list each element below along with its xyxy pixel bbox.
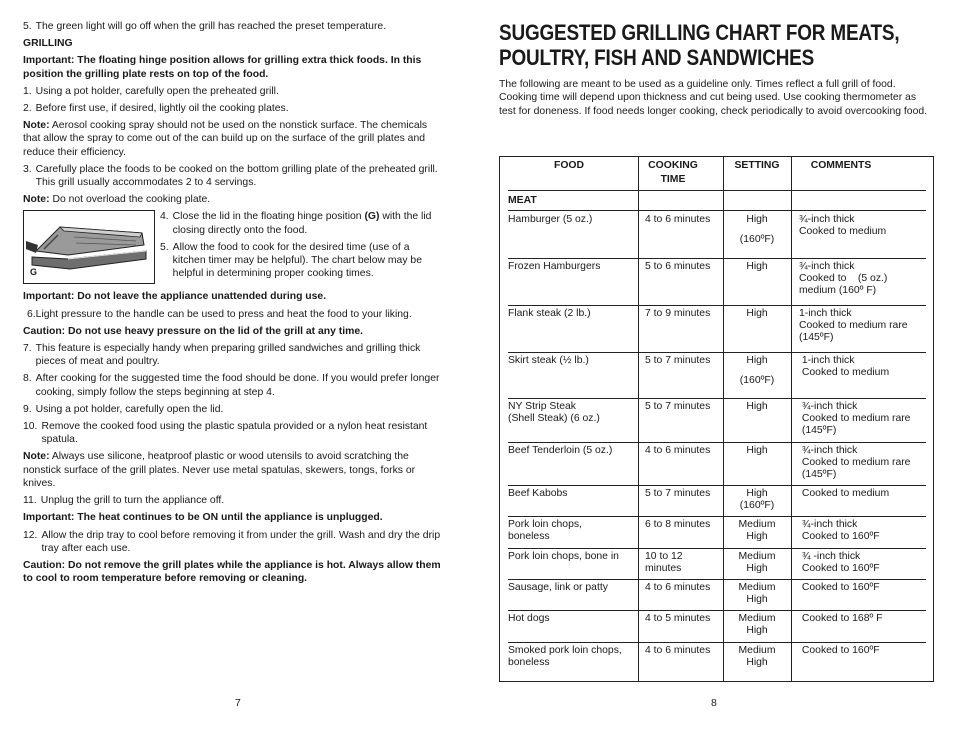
cell-line: High: [746, 563, 768, 574]
header-food: FOOD: [553, 160, 584, 171]
cooking-time-cell: [645, 261, 721, 273]
cell-line: Beef Kabobs: [508, 488, 568, 499]
row-divider: [508, 579, 926, 580]
step-10: [23, 420, 445, 446]
cell-line: 5 to 7 minutes: [645, 488, 711, 499]
cooking-time-cell: [645, 214, 721, 226]
step-2: [23, 102, 445, 115]
cell-line: Cooked to 160ºF: [799, 531, 880, 542]
cell-line: [723, 367, 791, 375]
cell-line: 4 to 6 minutes: [645, 582, 711, 593]
cell-line: Cooked to 160ºF: [799, 582, 880, 593]
comments-cell: [799, 551, 931, 575]
grilling-heading: GRILLING: [23, 38, 73, 50]
cooking-time-cell: [645, 355, 721, 367]
cell-line: Cooked to medium rare: [799, 320, 908, 331]
chart-title: [499, 20, 929, 70]
setting-cell: [723, 401, 791, 413]
title-line-1: SUGGESTED GRILLING CHART FOR MEATS,: [499, 20, 900, 45]
cell-line: (Shell Steak) (6 oz.): [508, 413, 600, 424]
comments-cell: [799, 613, 931, 625]
grill-illustration-icon: [24, 211, 154, 283]
cell-line: Cooked to 168º F: [799, 613, 883, 624]
cell-line: High: [746, 261, 768, 272]
setting-cell: [723, 214, 791, 246]
header-cooking-time: [638, 160, 708, 186]
comments-cell: [799, 645, 931, 657]
step-8: [23, 372, 445, 398]
setting-cell: [723, 445, 791, 457]
step-5b: [160, 241, 445, 281]
row-divider: [508, 442, 926, 443]
row-divider: [508, 485, 926, 486]
step-7: [23, 342, 445, 368]
food-cell: [508, 355, 636, 367]
step-text: [169, 210, 445, 236]
column-divider: [638, 157, 639, 681]
cell-line: Smoked pork loin chops,: [508, 645, 622, 656]
cell-line: Cooked to medium rare: [799, 413, 911, 424]
food-cell: [508, 401, 636, 425]
step-number: 8.: [23, 373, 32, 385]
note-text: Always use silicone, heatproof plastic or wood utensils to avoid scratching the nonstick surface of the grill plates. Never use metal spatulas, skewers, tongs, forks or knives.: [23, 451, 416, 489]
cell-line: High: [746, 355, 768, 366]
food-cell: [508, 445, 636, 457]
cooking-time-cell: [645, 445, 721, 457]
cell-line: High: [746, 625, 768, 636]
food-cell: [508, 645, 636, 669]
step-text-c: with the lid closing directly onto the food.: [172, 211, 432, 236]
cell-line: (160ºF): [739, 234, 775, 245]
cell-line: medium (160º F): [799, 285, 877, 296]
comments-cell: [799, 214, 931, 238]
cooking-time-cell: [645, 551, 721, 575]
food-cell: [508, 488, 636, 500]
cell-line: Sausage, link or patty: [508, 582, 608, 593]
step-6: 6.Light pressure to the handle can be used to press and heat the food to your liking.: [27, 308, 412, 320]
row-divider: [508, 210, 926, 211]
cell-line: 10 to 12: [645, 551, 683, 562]
cell-line: Cooked to medium: [799, 226, 887, 237]
step-number: 1.: [23, 85, 32, 97]
cell-line: 4 to 6 minutes: [645, 645, 711, 656]
cell-line: Cooked to medium rare: [799, 457, 911, 468]
step-text: Allow the drip tray to cool before removing it from under the grill. Wash and dry the drip tray after each use.: [41, 529, 441, 554]
step-1: [23, 85, 445, 98]
note-label: Note:: [23, 120, 50, 132]
row-divider: [508, 516, 926, 517]
figure-steps: [160, 210, 445, 284]
cell-line: 5 to 7 minutes: [645, 355, 711, 366]
row-divider: [508, 305, 926, 306]
cell-line: boneless: [508, 531, 550, 542]
cell-line: High: [746, 214, 768, 225]
setting-cell: [723, 519, 791, 543]
comments-cell: [799, 519, 931, 543]
cell-line: Cooked to medium: [799, 488, 890, 499]
food-cell: [508, 613, 636, 625]
cell-line: 1-inch thick: [799, 355, 855, 366]
cell-line: ¾-inch thick: [799, 401, 858, 412]
cell-line: Pork loin chops,: [508, 519, 582, 530]
cell-line: boneless: [508, 657, 550, 668]
step-number: 12.: [23, 529, 38, 541]
step-9: [23, 403, 445, 416]
cell-line: Cooked to medium: [799, 367, 890, 378]
comments-cell: [799, 582, 931, 594]
cell-line: High: [746, 657, 768, 668]
step-text: The green light will go off when the grill has reached the preset temperature.: [35, 21, 387, 32]
food-cell: [508, 582, 636, 594]
cell-line: Medium: [738, 645, 776, 656]
comments-cell: [799, 355, 931, 379]
row-divider: [508, 548, 926, 549]
cell-line: Cooked to 160ºF: [799, 645, 880, 656]
important-heat: Important: The heat continues to be ON until the appliance is unplugged.: [23, 512, 383, 524]
cell-line: NY Strip Steak: [508, 401, 576, 412]
step-number: 4.: [160, 211, 169, 223]
note-overload: [23, 193, 445, 206]
cooking-time-cell: [645, 645, 721, 657]
cell-line: minutes: [645, 563, 682, 574]
cell-line: 5 to 7 minutes: [645, 401, 711, 412]
intro-paragraph: The following are meant to be used as a guideline only. Times reflect a full grill of food. Cooking time will depend upon thickness and cut being used. Use cooking thermometer as test for doneness. If food needs longer cooking, check periodically to avoid overcooking food.: [499, 79, 928, 117]
cell-line: 5 to 6 minutes: [645, 261, 711, 272]
cell-line: (160ºF): [739, 500, 775, 511]
cell-line: ¾-inch thick: [799, 214, 855, 225]
column-divider: [791, 157, 792, 681]
note-label: Note:: [23, 194, 50, 206]
note-aerosol: [23, 119, 445, 159]
cell-line: Beef Tenderloin (5 oz.): [508, 445, 613, 456]
cell-line: 4 to 6 minutes: [645, 445, 711, 456]
section-meat: MEAT: [508, 195, 537, 206]
comments-cell: [799, 488, 931, 500]
step-text: Carefully place the foods to be cooked on the bottom grilling plate of the preheated grill. This grill usually accommodates 2 to 4 servings.: [35, 163, 438, 189]
cell-line: ¾-inch thick: [799, 519, 858, 530]
step-text: After cooking for the suggested time the food should be done. If you would prefer longer cooking, simply follow the steps beginning at step 4.: [35, 373, 440, 398]
cell-line: Hot dogs: [508, 613, 550, 624]
note-label: Note:: [23, 451, 50, 463]
row-divider: [508, 258, 926, 259]
cell-line: Hamburger (5 oz.): [508, 214, 593, 225]
step-text-a: Close the lid in the floating hinge position: [172, 211, 365, 223]
header-comments: COMMENTS: [810, 160, 872, 171]
step-text: Remove the cooked food using the plastic spatula provided or a nylon heat resistant spatula.: [41, 421, 428, 446]
cell-line: High: [746, 401, 768, 412]
note-text: Do not overload the cooking plate.: [49, 194, 211, 206]
cell-line: [723, 226, 791, 234]
header-setting: SETTING: [734, 160, 780, 171]
comments-cell: [799, 401, 931, 437]
step-12: [23, 529, 445, 555]
row-divider: [508, 190, 926, 191]
cell-line: High: [746, 594, 768, 605]
step-5: [23, 20, 445, 33]
cooking-time-cell: [645, 582, 721, 594]
cell-line: Frozen Hamburgers: [508, 261, 601, 272]
step-text: Allow the food to cook for the desired time (use of a kitchen timer may be helpful). The chart below may be helpful in determining proper cooking times.: [172, 241, 422, 280]
step-text: Using a pot holder, carefully open the lid.: [35, 403, 224, 415]
row-divider: [508, 642, 926, 643]
step-text: Before first use, if desired, lightly oil the cooking plates.: [35, 103, 289, 115]
cell-line: ¾-inch thick: [799, 445, 858, 456]
cooking-time-cell: [645, 401, 721, 413]
cell-line: (145ºF): [799, 425, 837, 436]
cell-line: 7 to 9 minutes: [645, 308, 711, 319]
grill-figure: [23, 210, 155, 284]
row-divider: [508, 610, 926, 611]
food-cell: [508, 551, 636, 563]
step-number: 3.: [23, 163, 32, 175]
left-page: [23, 20, 445, 589]
cooking-time-cell: [645, 519, 721, 531]
step-number: 10.: [23, 421, 38, 433]
step-4: [160, 210, 445, 236]
figure-label: G: [30, 267, 38, 278]
row-divider: [508, 398, 926, 399]
cell-line: 6 to 8 minutes: [645, 519, 711, 530]
food-cell: [508, 308, 636, 320]
setting-cell: [723, 551, 791, 575]
grilling-chart-table: [499, 156, 934, 682]
step-number: 9.: [23, 403, 32, 415]
cell-line: ¾ -inch thick: [799, 551, 861, 562]
caution-pressure: Caution: Do not use heavy pressure on the lid of the grill at any time.: [23, 325, 364, 337]
cell-line: High: [746, 445, 768, 456]
cell-line: High: [746, 531, 768, 542]
food-cell: [508, 519, 636, 543]
cell-line: Cooked to 160ºF: [799, 563, 880, 574]
step-text: Using a pot holder, carefully open the preheated grill.: [35, 85, 279, 97]
setting-cell: [723, 645, 791, 669]
note-utensils: [23, 450, 445, 490]
step-number: 5.: [160, 241, 169, 253]
cooking-time-cell: [645, 613, 721, 625]
step-11: [23, 494, 445, 507]
cell-line: High: [746, 488, 768, 499]
comments-cell: [799, 445, 931, 481]
cell-line: ¾-inch thick: [799, 261, 855, 272]
cooking-time-cell: [645, 488, 721, 500]
cell-line: Medium: [738, 582, 776, 593]
setting-cell: [723, 582, 791, 606]
setting-cell: [723, 261, 791, 273]
step-number: 2.: [23, 103, 32, 115]
cell-line: Cooked to (5 oz.): [799, 273, 888, 284]
cell-line: Pork loin chops, bone in: [508, 551, 619, 562]
step-text: This feature is especially handy when preparing grilled sandwiches and grilling thick pieces of meat and poultry.: [35, 343, 421, 368]
step-number: 7.: [23, 343, 32, 355]
important-unattended: Important: Do not leave the appliance unattended during use.: [23, 291, 327, 303]
title-line-2: POULTRY, FISH AND SANDWICHES: [499, 45, 815, 70]
cell-line: Medium: [738, 613, 776, 624]
step-number: 11.: [23, 495, 37, 507]
figure-row: [23, 210, 445, 284]
food-cell: [508, 261, 636, 273]
setting-cell: [723, 308, 791, 320]
cell-line: Skirt steak (½ lb.): [508, 355, 589, 366]
cell-line: 4 to 6 minutes: [645, 214, 711, 225]
header-time-line: TIME: [660, 174, 686, 185]
cooking-time-cell: [645, 308, 721, 320]
cell-line: (160ºF): [739, 375, 775, 386]
cell-line: 4 to 5 minutes: [645, 613, 711, 624]
header-cooking-line: COOKING: [648, 160, 698, 171]
food-cell: [508, 214, 636, 226]
page-number-right: 8: [711, 697, 717, 709]
setting-cell: [723, 613, 791, 637]
comments-cell: [799, 261, 931, 297]
cell-line: High: [746, 308, 768, 319]
row-divider: [508, 352, 926, 353]
comments-cell: [799, 308, 931, 344]
setting-cell: [723, 355, 791, 387]
right-page: [499, 20, 935, 118]
cell-line: Flank steak (2 lb.): [508, 308, 591, 319]
step-text: Unplug the grill to turn the appliance off.: [40, 495, 225, 507]
figure-reference: (G): [364, 211, 380, 223]
caution-plates: Caution: Do not remove the grill plates while the appliance is hot. Always allow them to cool to room temperature before removing or cleaning.: [23, 559, 441, 585]
note-text: Aerosol cooking spray should not be used on the nonstick surface. The chemicals that allow the spray to come out of the can build up on the surface of the grill plates and reduce their efficiency.: [23, 120, 428, 158]
important-hinge-note: Important: The floating hinge position allows for grilling extra thick foods. In this position the grilling plate rests on top of the food.: [23, 55, 422, 80]
cell-line: (145ºF): [799, 332, 834, 343]
cell-line: Medium: [738, 551, 776, 562]
cell-line: (145ºF): [799, 469, 837, 480]
setting-cell: [723, 488, 791, 512]
page-number-left: 7: [235, 697, 241, 709]
step-3: [23, 163, 445, 189]
cell-line: Medium: [738, 519, 776, 530]
step-number: 5.: [23, 21, 32, 32]
cell-line: 1-inch thick: [799, 308, 852, 319]
